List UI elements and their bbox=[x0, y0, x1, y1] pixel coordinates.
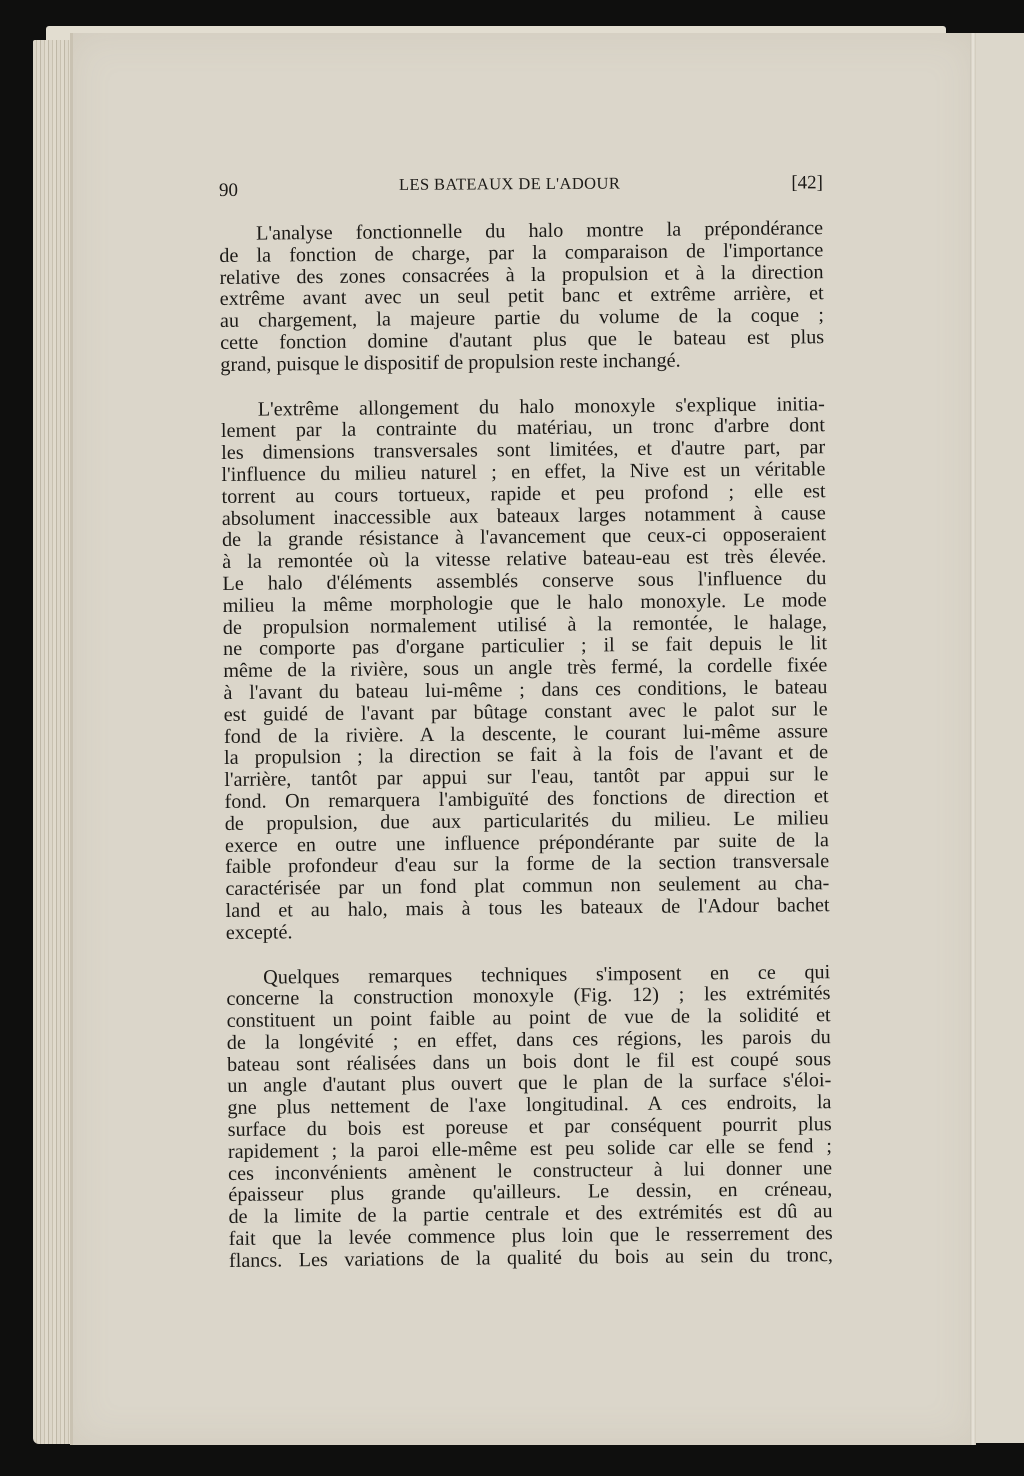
text-line: L'analyse fonctionnelle du halo montre la prépondérance bbox=[255, 217, 824, 245]
text-line: l'arrière, tantôt par appui sur l'eau, tantôt par appui sur le bbox=[224, 763, 829, 792]
page-number: 90 bbox=[218, 179, 239, 201]
text-line: de propulsion normalement utilisé à la remontée, le halage, bbox=[222, 610, 827, 639]
text-line: bateau sont réalisées dans un bois dont le fil est coupé sous bbox=[226, 1047, 832, 1076]
text-line: absolument inaccessible aux bateaux larges notamment à cause bbox=[221, 501, 826, 530]
body-text bbox=[219, 218, 833, 1272]
text-line: faible profondeur d'eau sur la forme de la section transversale bbox=[225, 850, 830, 879]
text-line: de la grande résistance à l'avancement que ceux-ci opposeraient bbox=[221, 523, 827, 552]
text-line: Le halo d'éléments assemblés conserve sous l'influence du bbox=[222, 567, 827, 595]
facing-page-edge bbox=[976, 33, 1024, 1443]
text-line: land et au halo, mais à tous les bateaux de l'Adour bachet bbox=[225, 894, 830, 922]
text-line: L'extrême allongement du halo monoxyle s'explique initia- bbox=[257, 392, 825, 421]
text-line: de la limite de la partie centrale et des extrémités est dû au bbox=[228, 1200, 833, 1229]
text-line: excepté. bbox=[225, 921, 293, 944]
text-line: milieu la même morphologie que le halo monoxyle. Le mode bbox=[222, 588, 827, 617]
text-line: torrent au cours tortueux, rapide et peu profond ; elle est bbox=[221, 479, 826, 508]
text-line: l'influence du milieu naturel ; en effet, la Nive est un véritable bbox=[221, 458, 826, 486]
text-line: au chargement, la majeure partie du volume de la coque ; bbox=[219, 304, 825, 333]
text-line: ces inconvénients amènent le constructeur à lui donner une bbox=[228, 1156, 833, 1185]
text-line: surface du bois est poreuse et par conséquent pourrit plus bbox=[227, 1113, 832, 1142]
text-line: un angle d'autant plus ouvert que le plan de la surface s'éloi- bbox=[227, 1069, 832, 1098]
text-line: extrême avant avec un seul petit banc et extrême arrière, et bbox=[219, 282, 824, 311]
text-line: rapidement ; la paroi elle-même est peu solide car elle se fend ; bbox=[227, 1135, 832, 1163]
paragraph-2 bbox=[221, 394, 830, 945]
text-line: concerne la construction monoxyle (Fig. 12) ; les extrémités bbox=[226, 982, 831, 1011]
text-line: fond. On remarquera l'ambiguïté des fonctions de direction et bbox=[224, 785, 829, 813]
text-line: fait que la levée commence plus loin que le resserrement des bbox=[228, 1222, 833, 1251]
text-line: cette fonction domine d'autant plus que le bateau est plus bbox=[220, 326, 825, 354]
running-title: LES BATEAUX DE L'ADOUR bbox=[398, 173, 621, 194]
text-line: grand, puisque le dispositif de propulsion reste inchangé. bbox=[220, 349, 681, 376]
text-line: à la remontée où la vitesse relative bateau-eau est très élevée. bbox=[222, 545, 827, 574]
text-line: Quelques remarques techniques s'imposent en ce qui bbox=[263, 960, 831, 989]
text-line: flancs. Les variations de la qualité du bois au sein du tronc, bbox=[228, 1244, 834, 1272]
text-line: fond de la rivière. A la descente, le courant lui-même assure bbox=[223, 719, 828, 748]
text-line: caractérisée par un fond plat commun non seulement au cha- bbox=[225, 872, 830, 901]
text-line: la propulsion ; la direction se fait à la fois de l'avant et de bbox=[224, 741, 829, 770]
text-line: de propulsion, due aux particularités du milieu. Le milieu bbox=[224, 806, 829, 835]
text-line: de la longévité ; en effet, dans ces régions, les parois du bbox=[226, 1026, 831, 1054]
text-line: gne plus nettement de l'axe longitudinal. A ces endroits, la bbox=[227, 1091, 832, 1120]
text-line: lement par la contrainte du matériau, un tronc d'arbre dont bbox=[220, 414, 826, 443]
text-line: relative des zones consacrées à la propulsion et à la direction bbox=[219, 260, 824, 289]
text-line: ne comporte pas d'organe particulier ; il se fait depuis le lit bbox=[222, 632, 828, 661]
text-line: les dimensions transversales sont limitées, et d'autre part, par bbox=[221, 436, 826, 465]
running-head bbox=[219, 172, 823, 204]
text-line: est guidé de l'avant par bûtage constant avec le palot sur le bbox=[223, 697, 828, 726]
section-reference: [42] bbox=[791, 172, 824, 194]
text-line: exerce en outre une influence prépondérante par suite de la bbox=[224, 828, 830, 857]
text-line: constituent un point faible au point de vue de la solidité et bbox=[226, 1004, 831, 1033]
text-line: épaisseur plus grande qu'ailleurs. Le dessin, en créneau, bbox=[228, 1178, 833, 1207]
text-line: de la fonction de charge, par la comparaison de l'importance bbox=[219, 238, 824, 267]
paragraph-1 bbox=[219, 218, 824, 376]
paragraph-3 bbox=[226, 962, 833, 1273]
text-line: même de la rivière, sous un angle très fermé, la cordelle fixée bbox=[223, 654, 828, 683]
text-line: à l'avant du bateau lui-même ; dans ces conditions, le bateau bbox=[223, 676, 828, 704]
